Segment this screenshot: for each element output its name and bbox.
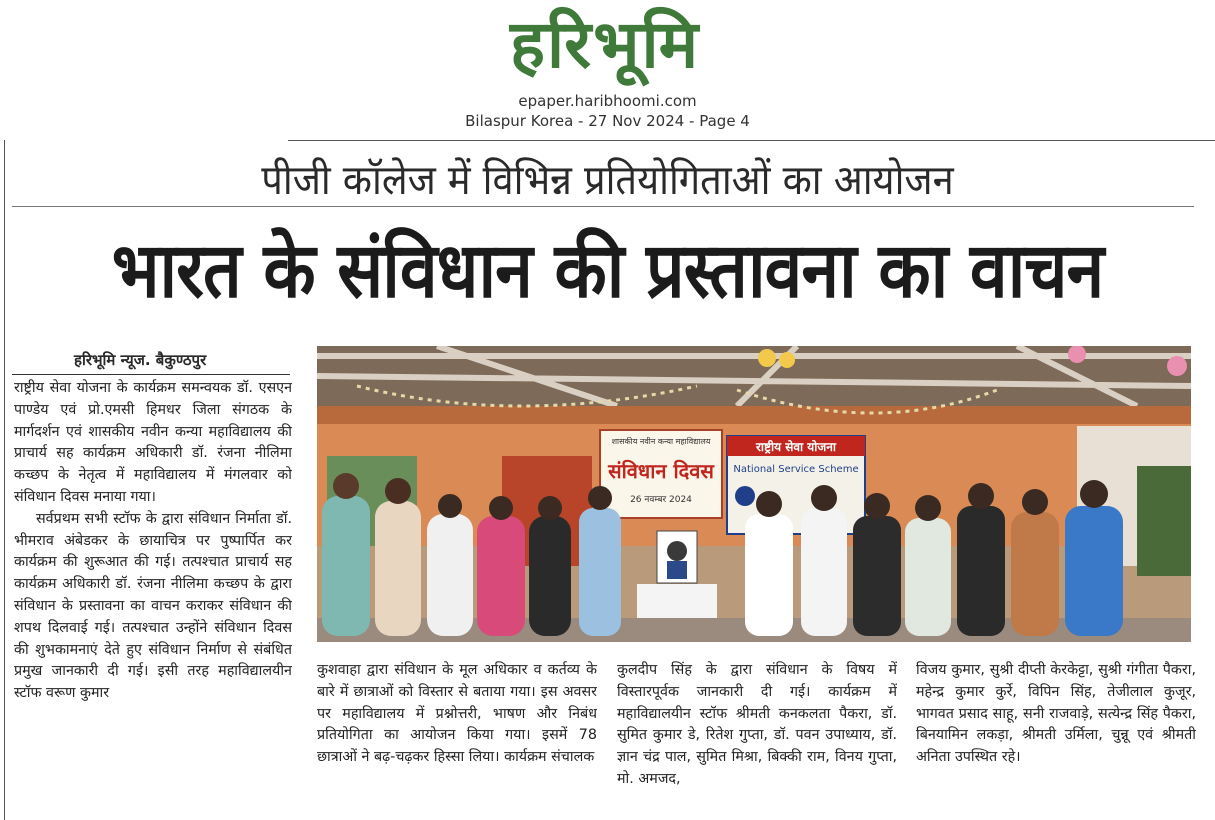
- article-column-3: [617, 660, 897, 810]
- banner-left-line1: शासकीय नवीन कन्या महाविद्यालय: [611, 437, 711, 446]
- epaper-url[interactable]: epaper.haribhoomi.com: [518, 92, 697, 110]
- article-headline: भारत के संविधान की प्रस्तावना का वाचन: [111, 227, 1104, 316]
- banner-left-date: 26 नवम्बर 2024: [630, 495, 692, 505]
- divider-top: [288, 140, 1215, 141]
- article-column-2-text: कुशवाहा द्वारा संविधान के मूल अधिकार व कर्तव्य के बारे में छात्राओं को विस्तार से बताया गया। इस अवसर पर महाविद्यालय में प्रश्नोत्तरी, भाषण और निबंध प्रतियोगिता का आयोजन किया गया। इसमें 78 छात्राओं ने बढ़-चढ़कर हिस्सा लिया। कार्यक्रम संचालक: [317, 662, 597, 766]
- divider-kicker: [12, 206, 1194, 207]
- banner-right-en: National Service Scheme: [733, 464, 859, 475]
- byline-divider: [12, 374, 290, 375]
- article-column-1: [14, 378, 292, 814]
- banner-left-title: संविधान दिवस: [608, 459, 714, 483]
- flower-decoration: [758, 349, 776, 367]
- event-photo-illustration: [317, 346, 1191, 642]
- haribhoomi-logo: हरिभूमि: [509, 5, 701, 83]
- article-paragraph-1: राष्ट्रीय सेवा योजना के कार्यक्रम समन्वयक डॉ. एसएन पाण्डेय एवं प्रो.एमसी हिमधर जिला संगठक के मार्गदर्शन एवं शासकीय नवीन कन्या महाविद्यालय की प्राचार्य सह कार्यक्रम अधिकारी डॉ. रंजना नीलिमा कच्छप के नेतृत्व में महाविद्यालय में मंगलवार को संविधान दिवस मनाया गया।: [14, 380, 292, 505]
- article-kicker: पीजी कॉलेज में विभिन्न प्रतियोगिताओं का आयोजन: [261, 156, 954, 204]
- article-column-4-text: विजय कुमार, सुश्री दीप्ती केरकेट्टा, सुश्री गंगीता पैकरा, महेन्द्र कुमार कुर्रे, विपिन सिंह, तेजीलाल कुजूर, भागवत प्रसाद साहू, सनी राजवाड़े, सत्येन्द्र सिंह पैकरा, बिनयामिन लकड़ा, श्रीमती उर्मिला, चुन्नू एवं श्रीमती अनिता उपस्थित रहे।: [916, 662, 1196, 766]
- banner-right-title: राष्ट्रीय सेवा योजना: [755, 440, 837, 454]
- article-column-2: [317, 660, 597, 810]
- masthead: [0, 0, 1215, 140]
- article-column-3-text: कुलदीप सिंह के द्वारा संविधान के विषय में विस्तारपूर्वक जानकारी दी गई। कार्यक्रम में महाविद्यालयीन स्टॉफ श्रीमती कनकलता पैकरा, डॉ. सुमित कुमार डे, रितेश गुप्ता, डॉ. पवन उपाध्याय, डॉ. ज्ञान चंद्र पाल, सुमित मिश्रा, बिक्की राम, विनय गुप्ता, मो. अमजद,: [617, 662, 897, 787]
- article-column-4: [916, 660, 1196, 810]
- event-photo: [317, 346, 1191, 642]
- article-paragraph-2: सर्वप्रथम सभी स्टॉफ के द्वारा संविधान निर्माता डॉ. भीमराव अंबेडकर के छायाचित्र पर पुष्पार्पित कर कार्यक्रम की शुरूआत की गई। तत्पश्चात प्राचार्य सह कार्यक्रम अधिकारी डॉ. रंजना नीलिमा कच्छप के द्वारा संविधान के प्रस्तावना का वाचन कराकर संविधान की शपथ दिलवाई गई। तत्पश्चात उन्होंने संविधान दिवस की शुभकामनाएं देते हुए संविधान निर्माण से संबंधित प्रमुख जानकारी दी गई। इसी तरह महाविद्यालयीन स्टॉफ वरूण कुमार: [14, 510, 292, 702]
- nss-emblem: [735, 486, 755, 506]
- article-byline: हरिभूमि न्यूज. बैकुण्ठपुर: [74, 351, 207, 369]
- edition-info: Bilaspur Korea - 27 Nov 2024 - Page 4: [465, 112, 750, 130]
